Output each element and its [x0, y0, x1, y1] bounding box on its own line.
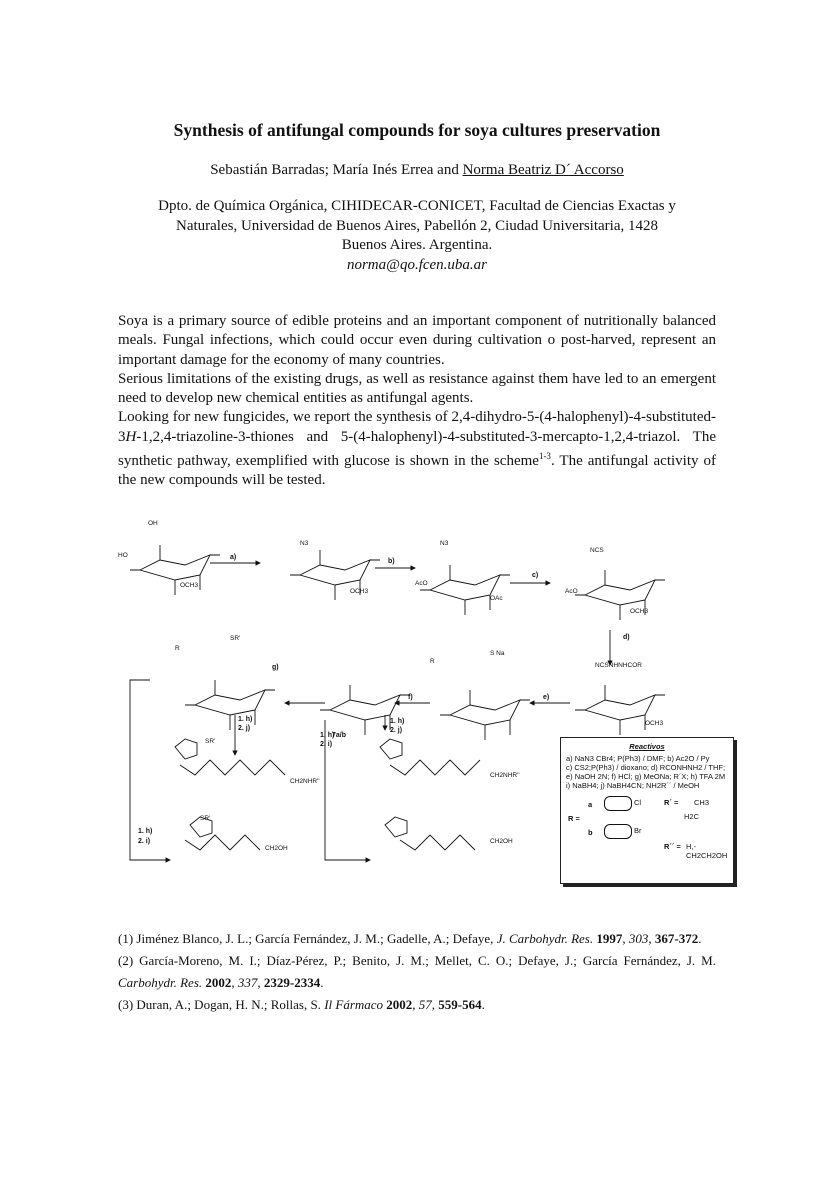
synthesis-scheme [110, 515, 740, 890]
authors [0, 162, 834, 179]
group: CH2NHR'' [290, 778, 320, 785]
reagent-line: a) NaN3 CBr4; P(Ph3) / DMF; b) Ac2O / Py [566, 754, 710, 763]
group: SR' [200, 815, 211, 822]
group: CH2OH [265, 845, 288, 852]
step-c-label: c) [532, 572, 539, 579]
open-chain-product [180, 760, 285, 775]
group: S Na [490, 650, 505, 657]
thiosemicarbazide-structure [575, 685, 665, 735]
reference-item: (1) Jiménez Blanco, J. L.; García Fernández, J. M.; Gadelle, A.; Defaye, J. Carbohydr. Res. 1997, 303, 367-372. [118, 931, 702, 946]
step-f-label: f) [408, 694, 413, 701]
ref-authors: (3) Duran, A.; Dogan, H. N.; Rollas, S. [118, 997, 325, 1012]
ref-journal: Carbohydr. Res. [118, 975, 203, 990]
r-prime-label: R´ = [664, 798, 679, 807]
substituent-b: b [588, 828, 593, 837]
group: OCH3 [180, 582, 199, 589]
glucose-structure [130, 545, 220, 595]
text: . The antifungal activity of the new compounds will be tested. [118, 453, 716, 489]
step-d-label: d) [623, 634, 630, 641]
step-label: 1. h) [320, 732, 335, 739]
group: N3 [440, 540, 449, 547]
text: Looking for new fungicides, we report the synthesis of 2,4-dihydro-5-(4-halophenyl)-4-substituted-3 [118, 409, 716, 445]
group: SR' [230, 635, 241, 642]
reference-item: (2) García-Moreno, M. I.; Díaz-Pérez, P.; Benito, J. M.; Mellet, C. O.; Defaye, J.; García Fernández, J. M. Carbohydr. Res. 2002, 337, 2329-2334. [118, 953, 716, 990]
step-label: 2. j) [238, 725, 251, 732]
group: R [430, 658, 435, 665]
text: -1,2,4-triazoline-3-thiones and 5-(4-halophenyl)-4-substituted-3-mercapto-1,2,4-triazol. The synthetic pathway, exemplified with glucose is shown in the scheme [118, 428, 716, 470]
phenyl-ring [604, 796, 632, 811]
acetyl-azido-sugar-structure [420, 565, 510, 615]
isothiocyanate-structure [575, 570, 665, 620]
group: CH2NHR'' [490, 772, 520, 779]
triazole-thioether-structure [185, 680, 275, 730]
group: AcO [415, 580, 428, 587]
group: OCH3 [645, 720, 664, 727]
group: HO [118, 552, 128, 559]
r-label: R = [568, 814, 580, 823]
group: SR' [205, 738, 216, 745]
email: norma@qo.fcen.uba.ar [346, 256, 488, 273]
step-b-label: b) [388, 558, 395, 565]
compound-label: 7a/b [332, 732, 347, 739]
text: H [125, 428, 137, 445]
affiliation-line: Buenos Aires. Argentina. [341, 237, 493, 253]
reagent-line: e) NaOH 2N; f) HCl; g) MeONa; R´X; h) TFA 2M [566, 772, 726, 781]
step-e-label: e) [543, 694, 550, 701]
paragraph: Soya is a primary source of edible proteins and an important component of nutritionally balanced meals. Fungal infections, which could occur even during cultivation o post-harved, represent an important damage for the economy of many countries. [118, 313, 716, 368]
r-double-prime-label: R´´ = [664, 842, 681, 851]
reference-item: (3) Duran, A.; Dogan, H. N.; Rollas, S. Il Fármaco 2002, 57, 559-564. [118, 997, 485, 1012]
step-a-label: a) [230, 554, 237, 561]
citation: 1-3 [538, 451, 551, 462]
triazole-thiolate-structure [440, 690, 530, 740]
r-double-prime-value: H,-CH2CH2OH [686, 842, 728, 860]
authors-list: Sebastián Barradas; María Inés Errea and [210, 162, 463, 178]
bromo-label: Br [634, 826, 642, 835]
paper-title: Synthesis of antifungal compounds for soya cultures preservation [173, 120, 661, 140]
open-chain-product [390, 760, 480, 775]
substituent-a: a [588, 800, 593, 809]
allyl-label: H2C [684, 812, 700, 821]
group: R [175, 645, 180, 652]
triazole-rings [175, 739, 407, 837]
phenyl-ring [604, 824, 632, 839]
references [118, 928, 716, 1016]
step-label: 1. h) [390, 718, 405, 725]
reagent-line: i) NaBH4; j) NaBH4CN; NH2R´´ / MeOH [566, 781, 700, 790]
ref-pages: 2329-2334 [263, 975, 321, 990]
group: NCS [590, 547, 604, 554]
group: OAc [490, 595, 503, 602]
corresponding-author: Norma Beatriz D´ Accorso [462, 162, 624, 178]
methyl-label: CH3 [694, 798, 710, 807]
chloro-label: Cl [634, 798, 642, 807]
ref-volume: 303 [628, 931, 649, 946]
ref-pages: 367-372 [654, 931, 699, 946]
paragraph [118, 408, 716, 490]
open-chain-product [400, 835, 475, 850]
ref-year: 2002 [386, 997, 413, 1012]
reagent-line: c) CS2;P(Ph3) / dioxano; d) RCONHNH2 / THF; [566, 763, 726, 772]
reagents-title: Reactivos [629, 742, 665, 751]
step-label: 2. i) [138, 838, 151, 845]
affiliation-line: Naturales, Universidad de Buenos Aires, Pabellón 2, Ciudad Universitaria, 1428 [176, 217, 658, 234]
group: OH [148, 520, 158, 527]
step-label: 1. h) [238, 716, 253, 723]
ref-volume: 337 [237, 975, 258, 990]
ref-journal: Il Fármaco [324, 997, 384, 1012]
group: OCH3 [630, 608, 649, 615]
step-g-label: g) [272, 664, 279, 671]
ref-volume: 57 [418, 997, 432, 1012]
ref-year: 2002 [205, 975, 232, 990]
affiliation [110, 197, 724, 275]
reagents-box [560, 737, 734, 884]
group: N3 [300, 540, 309, 547]
step-label: 1. h) [138, 828, 153, 835]
ref-year: 1997 [596, 931, 623, 946]
group: OCH3 [350, 588, 369, 595]
ref-authors: (1) Jiménez Blanco, J. L.; García Fernández, J. M.; Gadelle, A.; Defaye, [118, 931, 497, 946]
ref-authors: (2) García-Moreno, M. I.; Díaz-Pérez, P.; Benito, J. M.; Mellet, C. O.; Defaye, J.; García Fernández, J. M. [118, 953, 716, 968]
ref-journal: J. Carbohydr. Res. [496, 931, 594, 946]
step-label: 2. j) [390, 727, 403, 734]
group: CH2OH [490, 838, 513, 845]
affiliation-line: Dpto. de Química Orgánica, CIHIDECAR-CONICET, Facultad de Ciencias Exactas y [158, 198, 676, 214]
group: AcO [565, 588, 578, 595]
ref-pages: 559-564 [438, 997, 482, 1012]
paragraph: Serious limitations of the existing drugs, as well as resistance against them have led to an emergent need to develop new chemical entities as antifungal agents. [118, 370, 716, 407]
abstract [118, 312, 716, 491]
open-chain-product [185, 835, 260, 850]
group: NCSNHNHCOR [595, 662, 642, 669]
step-label: 2. i) [320, 741, 333, 748]
